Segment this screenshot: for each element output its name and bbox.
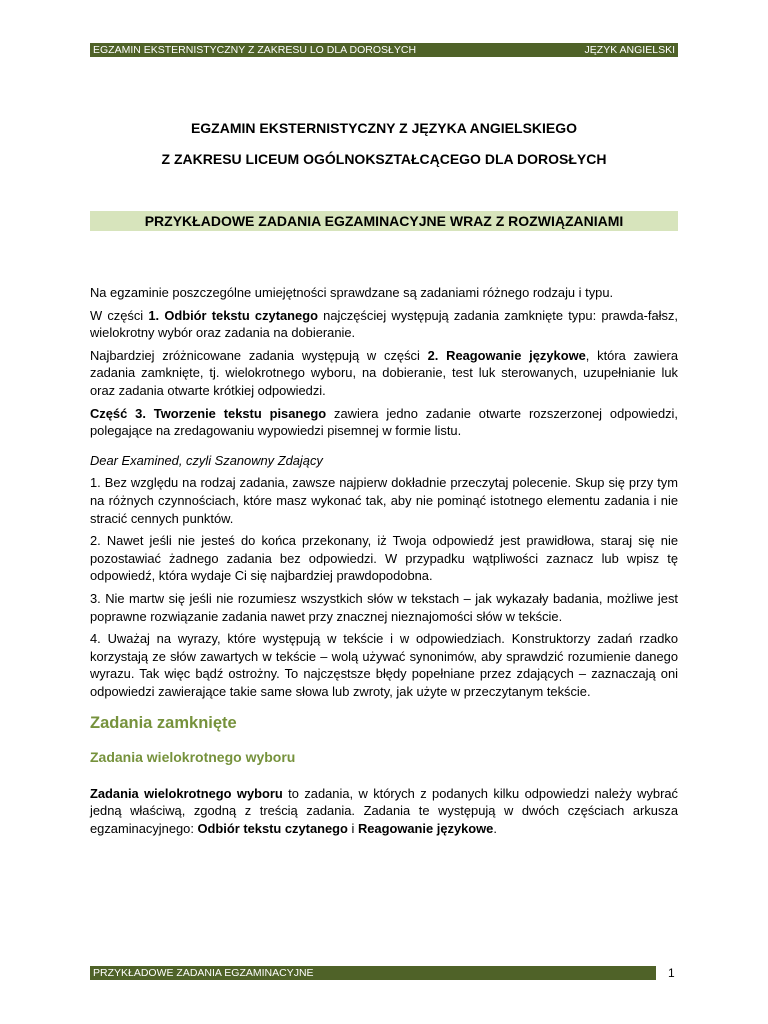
header-right-text: JĘZYK ANGIELSKI	[584, 44, 675, 56]
bold-run: Część 3. Tworzenie tekstu pisanego	[90, 405, 327, 421]
bold-run: 1. Odbiór tekstu czytanego	[148, 307, 318, 323]
text-run: .	[493, 820, 497, 836]
text-run: i	[347, 820, 358, 836]
part2-paragraph	[90, 347, 678, 400]
bold-run: 2. Reagowanie językowe	[427, 347, 586, 363]
section-banner: PRZYKŁADOWE ZADANIA EGZAMINACYJNE WRAZ Z ROZWIĄZANIAMI	[90, 211, 678, 231]
document-title-line-2: Z ZAKRESU LICEUM OGÓLNOKSZTAŁCĄCEGO DLA DOROSŁYCH	[161, 151, 607, 167]
bold-run: Odbiór tekstu czytanego	[197, 820, 348, 836]
footer-left-text: PRZYKŁADOWE ZADANIA EGZAMINACYJNE	[93, 967, 314, 979]
subsection-heading: Zadania wielokrotnego wyboru	[90, 749, 296, 766]
text-run: W części	[90, 307, 149, 323]
bold-run: Reagowanie językowe	[357, 820, 494, 836]
text-run: to zadania, w których z podanych kilku odpowiedzi należy wybrać jedną właściwą, zgodną z treścią zadania. Zadania te występują w dwóch częściach arkusza egzaminacyjnego:	[90, 785, 678, 836]
text-run: , która zawiera zadania zamknięte, tj. wielokrotnego wyboru, na dobieranie, test luk sterowanych, uzupełnianie luk oraz zadania otwarte krótkiej odpowiedzi.	[90, 347, 679, 398]
multiple-choice-paragraph	[90, 785, 678, 838]
part3-paragraph	[90, 405, 678, 440]
intro-paragraph: Na egzaminie poszczególne umiejętności sprawdzane są zadaniami różnego rodzaju i typu.	[90, 285, 614, 300]
dear-examined-line: Dear Examined, czyli Szanowny Zdający	[90, 452, 323, 468]
tip-paragraph: 2. Nawet jeśli nie jesteś do końca przekonany, iż Twoja odpowiedź jest prawidłowa, staraj się nie pozostawiać żadnego zadania bez odpowiedzi. W przypadku wątpliwości zaznacz lub wpisz tę odpowiedź, która wydaje Ci się najbardziej prawdopodobna.	[90, 533, 678, 584]
tip-paragraph: 4. Uważaj na wyrazy, które występują w tekście i w odpowiedziach. Konstruktorzy zadań rzadko korzystają ze słów zawartych w tekście – wolą używać synonimów, aby sprawdzić rozumienie danego wyrazu. Tak więc bądź ostrożny. To najczęstsze błędy popełniane przez zdających – zaznaczają oni odpowiedzi zawierające takie same słowa lub zwroty, jak użyte w przeczytanym tekście.	[90, 631, 678, 699]
text-run: najczęściej występują zadania zamknięte typu: prawda-fałsz, wielokrotny wybór oraz zadania na dobieranie.	[90, 307, 679, 341]
part1-paragraph	[90, 307, 678, 342]
text-run: zawiera jedno zadanie otwarte rozszerzonej odpowiedzi, polegające na zredagowaniu wypowiedzi pisemnej w formie listu.	[90, 405, 679, 439]
page-number: 1	[668, 966, 675, 980]
running-header	[90, 43, 678, 57]
text-run: Najbardziej zróżnicowane zadania występują w części	[90, 347, 428, 363]
tip-paragraph: 1. Bez względu na rodzaj zadania, zawsze najpierw dokładnie przeczytaj polecenie. Skup się przy tym na różnych czynnościach, które masz wykonać tak, aby nie pominąć istotnego elementu zadania i nie stracić cennych punktów.	[90, 475, 678, 526]
bold-run: Zadania wielokrotnego wyboru	[90, 785, 283, 801]
document-body	[90, 284, 678, 842]
tip-paragraph: 3. Nie martw się jeśli nie rozumiesz wszystkich słów w tekstach – jak wykazały badania, możliwe jest poprawne rozwiązanie zadania nawet przy znacznej nieznajomości słów w tekście.	[90, 590, 678, 624]
document-title-line-1: EGZAMIN EKSTERNISTYCZNY Z JĘZYKA ANGIELSKIEGO	[190, 120, 578, 136]
running-footer	[90, 966, 656, 980]
section-heading: Zadania zamknięte	[90, 714, 237, 733]
header-left-text: EGZAMIN EKSTERNISTYCZNY Z ZAKRESU LO DLA DOROSŁYCH	[93, 44, 417, 56]
